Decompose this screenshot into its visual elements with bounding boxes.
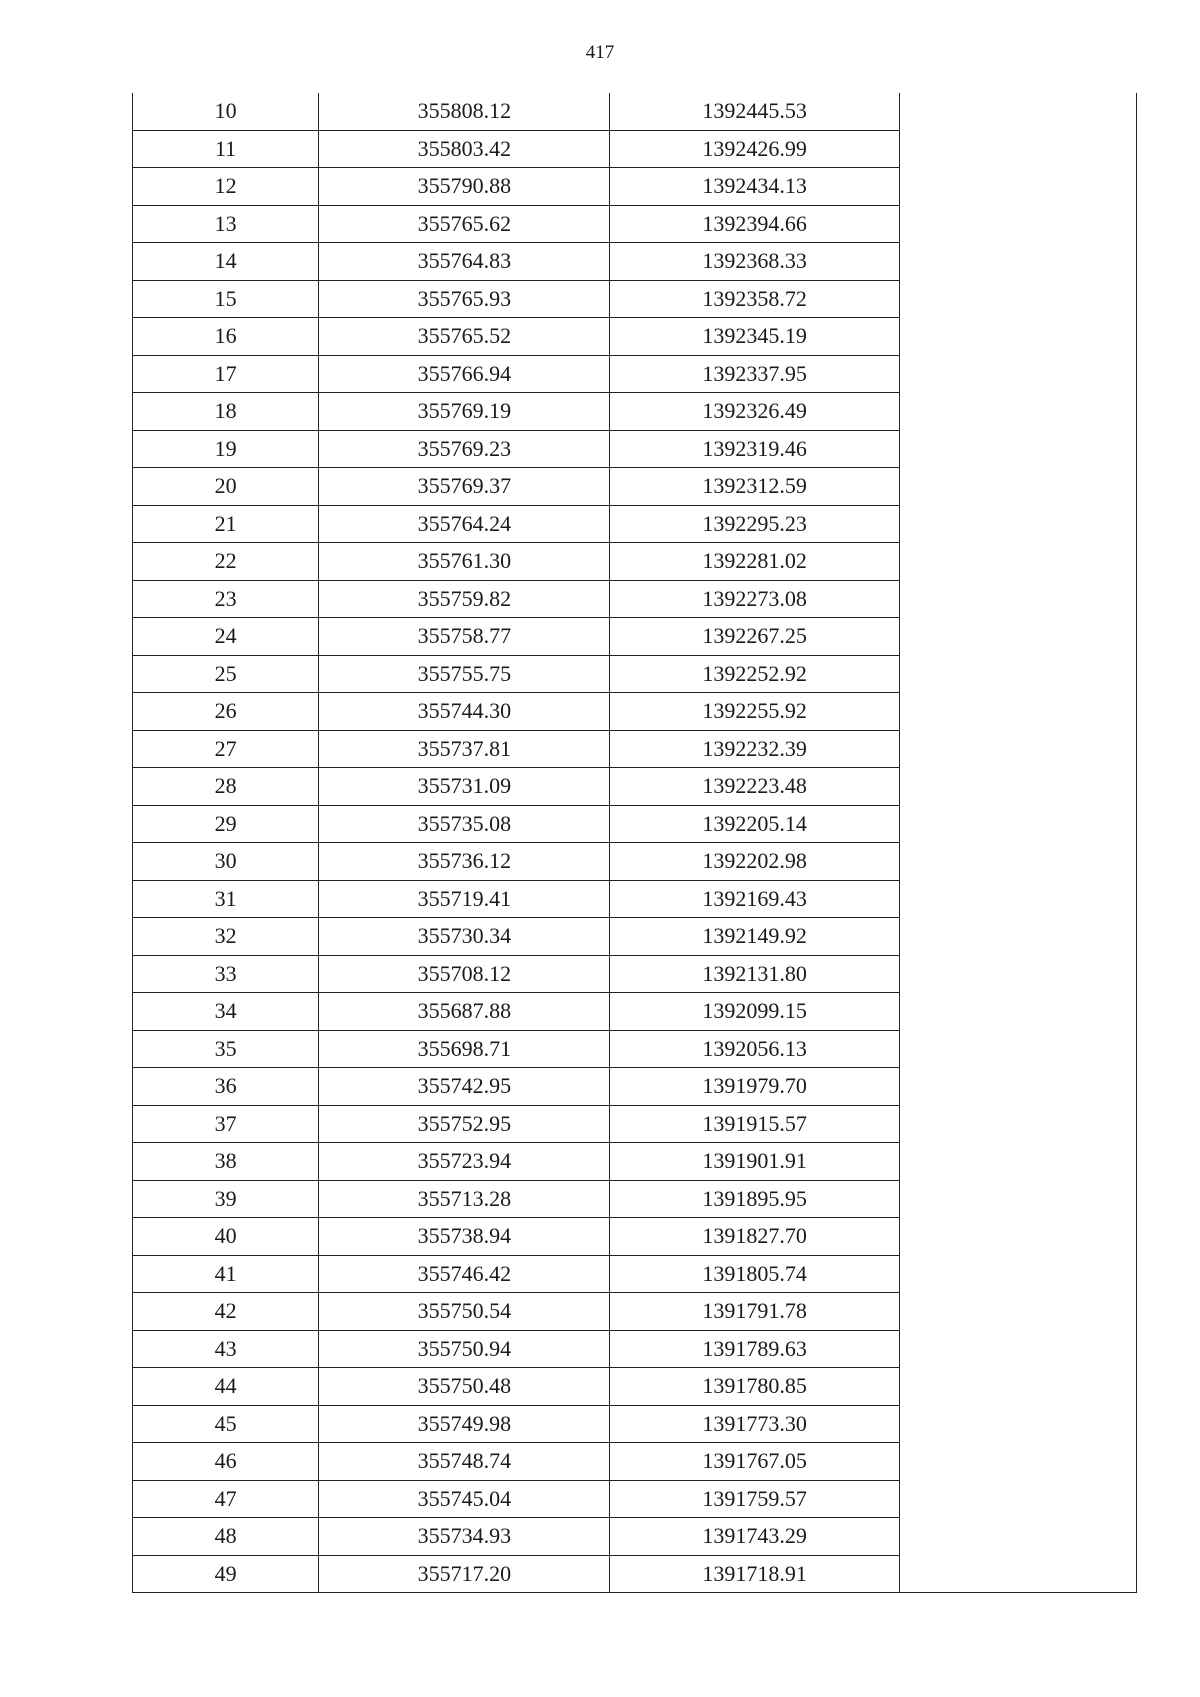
point-number-cell: 40 bbox=[133, 1218, 319, 1256]
y-coordinate-cell: 1392345.19 bbox=[610, 318, 899, 356]
x-coordinate-cell: 355764.83 bbox=[319, 243, 610, 281]
x-coordinate-cell: 355708.12 bbox=[319, 955, 610, 993]
y-coordinate-cell: 1392426.99 bbox=[610, 130, 899, 168]
point-number-cell: 24 bbox=[133, 618, 319, 656]
point-number-cell: 42 bbox=[133, 1293, 319, 1331]
x-coordinate-cell: 355734.93 bbox=[319, 1518, 610, 1556]
y-coordinate-cell: 1392358.72 bbox=[610, 280, 899, 318]
y-coordinate-cell: 1391895.95 bbox=[610, 1180, 899, 1218]
point-number-cell: 25 bbox=[133, 655, 319, 693]
x-coordinate-cell: 355719.41 bbox=[319, 880, 610, 918]
x-coordinate-cell: 355746.42 bbox=[319, 1255, 610, 1293]
point-number-cell: 48 bbox=[133, 1518, 319, 1556]
x-coordinate-cell: 355752.95 bbox=[319, 1105, 610, 1143]
point-number-cell: 38 bbox=[133, 1143, 319, 1181]
point-number-cell: 10 bbox=[133, 93, 319, 130]
x-coordinate-cell: 355769.23 bbox=[319, 430, 610, 468]
point-number-cell: 32 bbox=[133, 918, 319, 956]
point-number-cell: 41 bbox=[133, 1255, 319, 1293]
coordinate-table bbox=[132, 93, 1137, 1593]
x-coordinate-cell: 355758.77 bbox=[319, 618, 610, 656]
y-coordinate-cell: 1392056.13 bbox=[610, 1030, 899, 1068]
y-coordinate-cell: 1391805.74 bbox=[610, 1255, 899, 1293]
y-coordinate-cell: 1392273.08 bbox=[610, 580, 899, 618]
point-number-cell: 43 bbox=[133, 1330, 319, 1368]
y-coordinate-cell: 1391743.29 bbox=[610, 1518, 899, 1556]
point-number-cell: 45 bbox=[133, 1405, 319, 1443]
point-number-cell: 44 bbox=[133, 1368, 319, 1406]
y-coordinate-cell: 1392202.98 bbox=[610, 843, 899, 881]
point-number-cell: 35 bbox=[133, 1030, 319, 1068]
point-number-cell: 19 bbox=[133, 430, 319, 468]
x-coordinate-cell: 355687.88 bbox=[319, 993, 610, 1031]
y-coordinate-cell: 1392099.15 bbox=[610, 993, 899, 1031]
x-coordinate-cell: 355748.74 bbox=[319, 1443, 610, 1481]
point-number-cell: 37 bbox=[133, 1105, 319, 1143]
x-coordinate-cell: 355742.95 bbox=[319, 1068, 610, 1106]
x-coordinate-cell: 355761.30 bbox=[319, 543, 610, 581]
point-number-cell: 31 bbox=[133, 880, 319, 918]
x-coordinate-cell: 355750.94 bbox=[319, 1330, 610, 1368]
point-number-cell: 47 bbox=[133, 1480, 319, 1518]
y-coordinate-cell: 1391789.63 bbox=[610, 1330, 899, 1368]
y-coordinate-cell: 1391718.91 bbox=[610, 1555, 899, 1593]
table-row bbox=[133, 93, 1137, 130]
x-coordinate-cell: 355749.98 bbox=[319, 1405, 610, 1443]
y-coordinate-cell: 1391901.91 bbox=[610, 1143, 899, 1181]
point-number-cell: 22 bbox=[133, 543, 319, 581]
point-number-cell: 20 bbox=[133, 468, 319, 506]
notes-cell bbox=[899, 93, 1136, 1593]
x-coordinate-cell: 355803.42 bbox=[319, 130, 610, 168]
point-number-cell: 12 bbox=[133, 168, 319, 206]
x-coordinate-cell: 355744.30 bbox=[319, 693, 610, 731]
x-coordinate-cell: 355769.19 bbox=[319, 393, 610, 431]
x-coordinate-cell: 355738.94 bbox=[319, 1218, 610, 1256]
point-number-cell: 18 bbox=[133, 393, 319, 431]
x-coordinate-cell: 355723.94 bbox=[319, 1143, 610, 1181]
x-coordinate-cell: 355759.82 bbox=[319, 580, 610, 618]
x-coordinate-cell: 355750.48 bbox=[319, 1368, 610, 1406]
x-coordinate-cell: 355765.52 bbox=[319, 318, 610, 356]
y-coordinate-cell: 1392394.66 bbox=[610, 205, 899, 243]
y-coordinate-cell: 1392295.23 bbox=[610, 505, 899, 543]
point-number-cell: 15 bbox=[133, 280, 319, 318]
x-coordinate-cell: 355730.34 bbox=[319, 918, 610, 956]
x-coordinate-cell: 355755.75 bbox=[319, 655, 610, 693]
y-coordinate-cell: 1392232.39 bbox=[610, 730, 899, 768]
point-number-cell: 36 bbox=[133, 1068, 319, 1106]
y-coordinate-cell: 1392252.92 bbox=[610, 655, 899, 693]
page-number: 417 bbox=[585, 42, 615, 63]
y-coordinate-cell: 1391773.30 bbox=[610, 1405, 899, 1443]
x-coordinate-cell: 355765.93 bbox=[319, 280, 610, 318]
y-coordinate-cell: 1392368.33 bbox=[610, 243, 899, 281]
point-number-cell: 46 bbox=[133, 1443, 319, 1481]
y-coordinate-cell: 1392131.80 bbox=[610, 955, 899, 993]
point-number-cell: 11 bbox=[133, 130, 319, 168]
y-coordinate-cell: 1391759.57 bbox=[610, 1480, 899, 1518]
point-number-cell: 33 bbox=[133, 955, 319, 993]
point-number-cell: 23 bbox=[133, 580, 319, 618]
y-coordinate-cell: 1392267.25 bbox=[610, 618, 899, 656]
y-coordinate-cell: 1392205.14 bbox=[610, 805, 899, 843]
y-coordinate-cell: 1391827.70 bbox=[610, 1218, 899, 1256]
x-coordinate-cell: 355766.94 bbox=[319, 355, 610, 393]
x-coordinate-cell: 355790.88 bbox=[319, 168, 610, 206]
y-coordinate-cell: 1391915.57 bbox=[610, 1105, 899, 1143]
y-coordinate-cell: 1391979.70 bbox=[610, 1068, 899, 1106]
point-number-cell: 27 bbox=[133, 730, 319, 768]
y-coordinate-cell: 1392326.49 bbox=[610, 393, 899, 431]
point-number-cell: 16 bbox=[133, 318, 319, 356]
x-coordinate-cell: 355765.62 bbox=[319, 205, 610, 243]
point-number-cell: 29 bbox=[133, 805, 319, 843]
x-coordinate-cell: 355737.81 bbox=[319, 730, 610, 768]
y-coordinate-cell: 1392312.59 bbox=[610, 468, 899, 506]
x-coordinate-cell: 355769.37 bbox=[319, 468, 610, 506]
x-coordinate-cell: 355764.24 bbox=[319, 505, 610, 543]
point-number-cell: 17 bbox=[133, 355, 319, 393]
x-coordinate-cell: 355808.12 bbox=[319, 93, 610, 130]
point-number-cell: 30 bbox=[133, 843, 319, 881]
x-coordinate-cell: 355745.04 bbox=[319, 1480, 610, 1518]
point-number-cell: 34 bbox=[133, 993, 319, 1031]
x-coordinate-cell: 355717.20 bbox=[319, 1555, 610, 1593]
point-number-cell: 13 bbox=[133, 205, 319, 243]
x-coordinate-cell: 355698.71 bbox=[319, 1030, 610, 1068]
y-coordinate-cell: 1392445.53 bbox=[610, 93, 899, 130]
y-coordinate-cell: 1392281.02 bbox=[610, 543, 899, 581]
y-coordinate-cell: 1392337.95 bbox=[610, 355, 899, 393]
y-coordinate-cell: 1392434.13 bbox=[610, 168, 899, 206]
y-coordinate-cell: 1392149.92 bbox=[610, 918, 899, 956]
point-number-cell: 28 bbox=[133, 768, 319, 806]
point-number-cell: 26 bbox=[133, 693, 319, 731]
y-coordinate-cell: 1391767.05 bbox=[610, 1443, 899, 1481]
x-coordinate-cell: 355713.28 bbox=[319, 1180, 610, 1218]
point-number-cell: 39 bbox=[133, 1180, 319, 1218]
y-coordinate-cell: 1392319.46 bbox=[610, 430, 899, 468]
y-coordinate-cell: 1392223.48 bbox=[610, 768, 899, 806]
y-coordinate-cell: 1392169.43 bbox=[610, 880, 899, 918]
point-number-cell: 21 bbox=[133, 505, 319, 543]
x-coordinate-cell: 355750.54 bbox=[319, 1293, 610, 1331]
coordinate-table-body bbox=[133, 93, 1137, 1593]
x-coordinate-cell: 355735.08 bbox=[319, 805, 610, 843]
y-coordinate-cell: 1392255.92 bbox=[610, 693, 899, 731]
point-number-cell: 14 bbox=[133, 243, 319, 281]
x-coordinate-cell: 355736.12 bbox=[319, 843, 610, 881]
y-coordinate-cell: 1391791.78 bbox=[610, 1293, 899, 1331]
x-coordinate-cell: 355731.09 bbox=[319, 768, 610, 806]
y-coordinate-cell: 1391780.85 bbox=[610, 1368, 899, 1406]
point-number-cell: 49 bbox=[133, 1555, 319, 1593]
